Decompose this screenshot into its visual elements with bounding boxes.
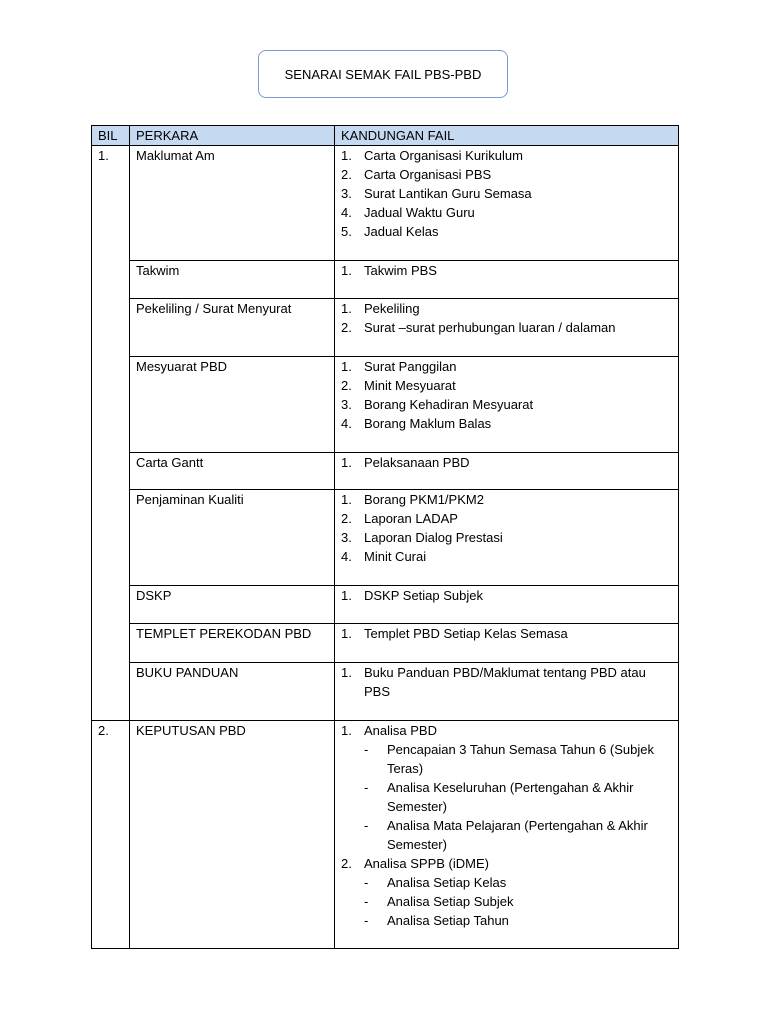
perkara-cell: Takwim bbox=[130, 261, 335, 299]
list-item bbox=[341, 146, 672, 165]
list-item-number: 3. bbox=[341, 397, 352, 412]
kandungan-list bbox=[341, 146, 672, 241]
list-item-number: 2. bbox=[341, 320, 352, 335]
list-item-text: Surat –surat perhubungan luaran / dalaman bbox=[364, 320, 616, 335]
list-item-text: Takwim PBS bbox=[364, 263, 437, 278]
kandungan-cell bbox=[335, 663, 679, 721]
list-item-text: Analisa SPPB (iDME) bbox=[364, 856, 489, 871]
perkara-cell: DSKP bbox=[130, 586, 335, 624]
sub-list-item-text: Analisa Keseluruhan (Pertengahan & Akhir Semester) bbox=[387, 780, 634, 814]
list-item-number: 1. bbox=[341, 626, 352, 641]
list-item-text: Buku Panduan PBD/Maklumat tentang PBD atau PBS bbox=[364, 665, 646, 699]
kandungan-list bbox=[341, 453, 672, 472]
sub-list-item-text: Analisa Setiap Kelas bbox=[387, 875, 507, 890]
list-item-text: Jadual Waktu Guru bbox=[364, 205, 475, 220]
perkara-cell: Carta Gantt bbox=[130, 453, 335, 490]
document-title-box bbox=[258, 50, 508, 98]
table-row bbox=[92, 490, 679, 586]
table-row bbox=[92, 261, 679, 299]
table-row bbox=[92, 663, 679, 721]
list-item bbox=[341, 509, 672, 528]
list-item bbox=[341, 528, 672, 547]
list-item-text: Borang Kehadiran Mesyuarat bbox=[364, 397, 534, 412]
sub-list-item-text: Analisa Setiap Tahun bbox=[387, 913, 509, 928]
dash-bullet: - bbox=[364, 742, 369, 757]
list-item bbox=[341, 854, 672, 930]
header-bil: BIL bbox=[92, 126, 130, 146]
sub-list-item bbox=[364, 911, 672, 930]
sub-list-item bbox=[364, 892, 672, 911]
list-item-text: Borang Maklum Balas bbox=[364, 416, 492, 431]
sub-list bbox=[364, 873, 672, 930]
list-item-text: Minit Mesyuarat bbox=[364, 378, 456, 393]
list-item-text: Minit Curai bbox=[364, 549, 427, 564]
list-item-number: 1. bbox=[341, 301, 352, 316]
list-item-text: Jadual Kelas bbox=[364, 224, 439, 239]
list-item-number: 1. bbox=[341, 359, 352, 374]
header-perkara: PERKARA bbox=[130, 126, 335, 146]
perkara-cell: KEPUTUSAN PBD bbox=[130, 721, 335, 949]
list-item bbox=[341, 376, 672, 395]
kandungan-list bbox=[341, 586, 672, 605]
dash-bullet: - bbox=[364, 875, 369, 890]
list-item-number: 4. bbox=[341, 205, 352, 220]
list-item-number: 2. bbox=[341, 511, 352, 526]
list-item-text: Borang PKM1/PKM2 bbox=[364, 492, 484, 507]
sub-list-item bbox=[364, 778, 672, 816]
kandungan-cell bbox=[335, 299, 679, 357]
list-item-text: DSKP Setiap Subjek bbox=[364, 588, 483, 603]
list-item-number: 2. bbox=[341, 378, 352, 393]
dash-bullet: - bbox=[364, 913, 369, 928]
sub-list-item-text: Pencapaian 3 Tahun Semasa Tahun 6 (Subjek Teras) bbox=[387, 742, 654, 776]
list-item bbox=[341, 490, 672, 509]
kandungan-cell bbox=[335, 146, 679, 261]
kandungan-cell bbox=[335, 357, 679, 453]
list-item-number: 4. bbox=[341, 549, 352, 564]
kandungan-list bbox=[341, 490, 672, 566]
list-item-number: 1. bbox=[341, 263, 352, 278]
list-item-number: 2. bbox=[341, 856, 352, 871]
list-item-text: Pekeliling bbox=[364, 301, 420, 316]
perkara-cell: Pekeliling / Surat Menyurat bbox=[130, 299, 335, 357]
kandungan-cell bbox=[335, 624, 679, 663]
kandungan-cell bbox=[335, 721, 679, 949]
perkara-cell: TEMPLET PEREKODAN PBD bbox=[130, 624, 335, 663]
list-item bbox=[341, 414, 672, 433]
header-kandungan: KANDUNGAN FAIL bbox=[335, 126, 679, 146]
sub-list-item-text: Analisa Mata Pelajaran (Pertengahan & Akhir Semester) bbox=[387, 818, 648, 852]
list-item bbox=[341, 165, 672, 184]
list-item bbox=[341, 721, 672, 854]
list-item-text: Surat Lantikan Guru Semasa bbox=[364, 186, 532, 201]
list-item bbox=[341, 624, 672, 643]
kandungan-cell bbox=[335, 453, 679, 490]
list-item bbox=[341, 222, 672, 241]
table-row bbox=[92, 586, 679, 624]
list-item-number: 1. bbox=[341, 455, 352, 470]
kandungan-cell bbox=[335, 490, 679, 586]
list-item-number: 5. bbox=[341, 224, 352, 239]
kandungan-list bbox=[341, 721, 672, 930]
table-body bbox=[92, 146, 679, 949]
list-item bbox=[341, 663, 672, 701]
table-row bbox=[92, 357, 679, 453]
list-item bbox=[341, 203, 672, 222]
dash-bullet: - bbox=[364, 780, 369, 795]
perkara-cell: BUKU PANDUAN bbox=[130, 663, 335, 721]
kandungan-cell bbox=[335, 586, 679, 624]
list-item bbox=[341, 318, 672, 337]
list-item-text: Pelaksanaan PBD bbox=[364, 455, 470, 470]
perkara-cell: Penjaminan Kualiti bbox=[130, 490, 335, 586]
kandungan-list bbox=[341, 261, 672, 280]
list-item bbox=[341, 357, 672, 376]
list-item-number: 1. bbox=[341, 588, 352, 603]
table-row bbox=[92, 624, 679, 663]
list-item-number: 1. bbox=[341, 492, 352, 507]
sub-list-item bbox=[364, 816, 672, 854]
table-header-row bbox=[92, 126, 679, 146]
sub-list-item bbox=[364, 740, 672, 778]
perkara-cell: Mesyuarat PBD bbox=[130, 357, 335, 453]
list-item-text: Surat Panggilan bbox=[364, 359, 457, 374]
list-item-number: 4. bbox=[341, 416, 352, 431]
list-item bbox=[341, 586, 672, 605]
table-row bbox=[92, 299, 679, 357]
perkara-cell: Maklumat Am bbox=[130, 146, 335, 261]
list-item bbox=[341, 547, 672, 566]
list-item-text: Carta Organisasi PBS bbox=[364, 167, 492, 182]
list-item bbox=[341, 184, 672, 203]
sub-list-item bbox=[364, 873, 672, 892]
list-item-text: Laporan Dialog Prestasi bbox=[364, 530, 503, 545]
bil-cell: 1. bbox=[92, 146, 130, 721]
sub-list bbox=[364, 740, 672, 854]
list-item bbox=[341, 299, 672, 318]
list-item-text: Laporan LADAP bbox=[364, 511, 458, 526]
list-item-number: 2. bbox=[341, 167, 352, 182]
list-item bbox=[341, 395, 672, 414]
table-row bbox=[92, 146, 679, 261]
list-item-text: Analisa PBD bbox=[364, 723, 437, 738]
list-item-number: 1. bbox=[341, 723, 352, 738]
document-title: SENARAI SEMAK FAIL PBS-PBD bbox=[284, 66, 482, 82]
list-item-number: 3. bbox=[341, 186, 352, 201]
kandungan-list bbox=[341, 299, 672, 337]
list-item bbox=[341, 261, 672, 280]
list-item bbox=[341, 453, 672, 472]
table-row bbox=[92, 453, 679, 490]
kandungan-cell bbox=[335, 261, 679, 299]
sub-list-item-text: Analisa Setiap Subjek bbox=[387, 894, 514, 909]
table-row bbox=[92, 721, 679, 949]
dash-bullet: - bbox=[364, 818, 369, 833]
list-item-number: 1. bbox=[341, 665, 352, 680]
bil-cell: 2. bbox=[92, 721, 130, 949]
list-item-number: 1. bbox=[341, 148, 352, 163]
kandungan-list bbox=[341, 357, 672, 433]
list-item-text: Carta Organisasi Kurikulum bbox=[364, 148, 523, 163]
list-item-text: Templet PBD Setiap Kelas Semasa bbox=[364, 626, 568, 641]
list-item-number: 3. bbox=[341, 530, 352, 545]
dash-bullet: - bbox=[364, 894, 369, 909]
kandungan-list bbox=[341, 663, 672, 701]
checklist-table bbox=[91, 125, 679, 949]
kandungan-list bbox=[341, 624, 672, 643]
